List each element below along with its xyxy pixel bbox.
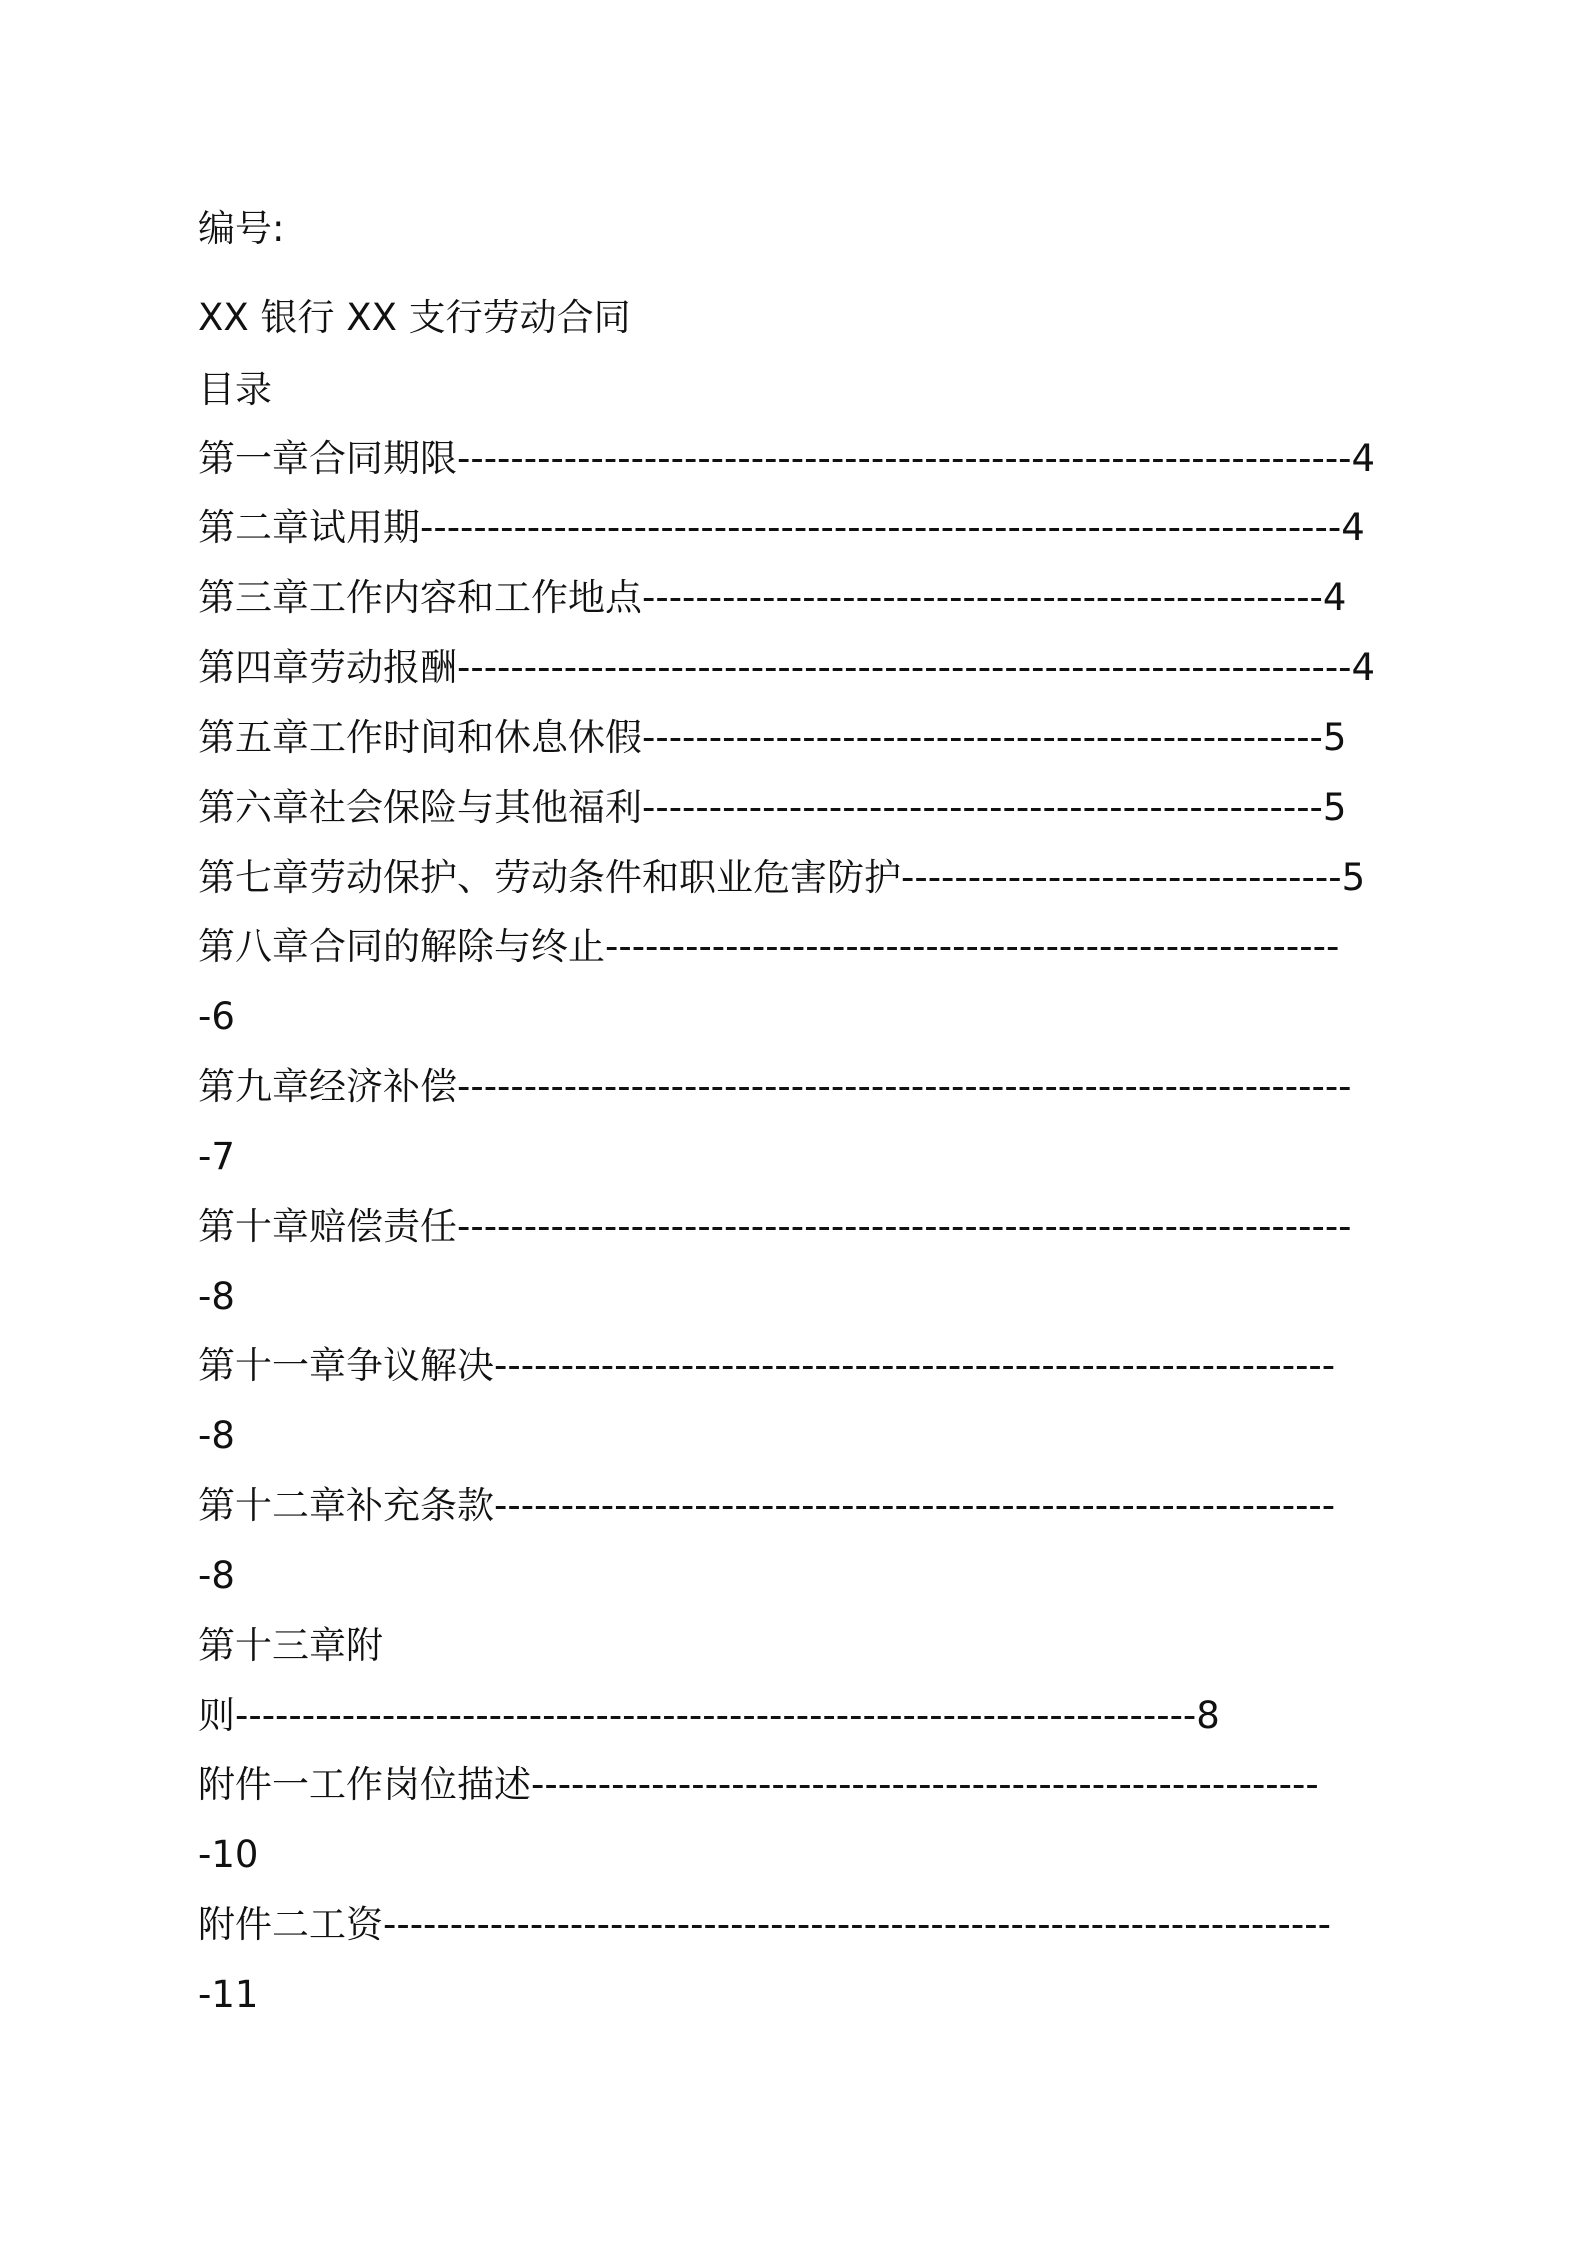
toc-line: 第八章合同的解除与终止------------------------------------------------------- <box>198 925 1340 968</box>
toc-page-number: -8 <box>198 1554 235 1597</box>
toc-line: 第六章社会保险与其他福利---------------------------------------------------5 <box>198 786 1347 829</box>
document-number-label: 编号: <box>198 207 285 250</box>
toc-line: 则------------------------------------------------------------------------8 <box>198 1694 1220 1737</box>
toc-page-number: -8 <box>198 1275 235 1318</box>
toc-line: 附件一工作岗位描述----------------------------------------------------------- <box>198 1763 1319 1806</box>
toc-line: 附件二工资----------------------------------------------------------------------- <box>198 1903 1331 1946</box>
toc-line: 第十三章附 <box>198 1624 383 1667</box>
toc-line: 第二章试用期---------------------------------------------------------------------4 <box>198 506 1365 549</box>
toc-page-number: -10 <box>198 1833 259 1876</box>
toc-line: 第七章劳动保护、劳动条件和职业危害防护---------------------------------5 <box>198 856 1366 899</box>
toc-line: 第一章合同期限-------------------------------------------------------------------4 <box>198 437 1376 480</box>
toc-line: 第三章工作内容和工作地点---------------------------------------------------4 <box>198 576 1347 619</box>
toc-line: 第四章劳动报酬-------------------------------------------------------------------4 <box>198 646 1376 689</box>
toc-line: 第十二章补充条款--------------------------------------------------------------- <box>198 1484 1336 1527</box>
toc-line: 第九章经济补偿------------------------------------------------------------------- <box>198 1065 1352 1108</box>
toc-page-number: -11 <box>198 1973 259 2016</box>
toc-page-number: -6 <box>198 995 235 1038</box>
toc-heading: 目录 <box>198 368 272 411</box>
toc-line: 第十章赔偿责任------------------------------------------------------------------- <box>198 1205 1352 1248</box>
toc-page-number: -7 <box>198 1135 235 1178</box>
toc-line: 第五章工作时间和休息休假---------------------------------------------------5 <box>198 716 1347 759</box>
document-title: XX 银行 XX 支行劳动合同 <box>198 296 631 339</box>
toc-line: 第十一章争议解决--------------------------------------------------------------- <box>198 1344 1336 1387</box>
toc-page-number: -8 <box>198 1414 235 1457</box>
